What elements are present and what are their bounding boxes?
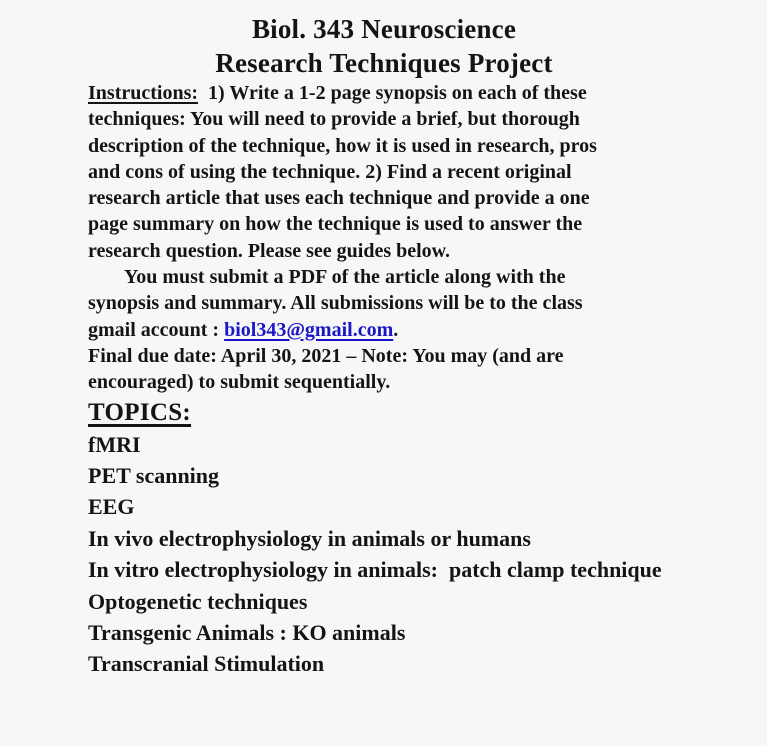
topic-item: Transgenic Animals : KO animals: [88, 620, 406, 645]
topic-item: Optogenetic techniques: [88, 588, 308, 614]
text-line: techniques: You will need to provide a brief, but thorough: [88, 108, 580, 131]
email-suffix: .: [393, 318, 399, 341]
instructions-paragraph: [88, 80, 680, 264]
email-link[interactable]: biol343@gmail.com: [224, 318, 394, 341]
title-line-2: Research Techniques Project: [215, 48, 553, 78]
topics-heading: [88, 396, 680, 429]
text-line: [88, 80, 680, 106]
text-line: synopsis and summary. All submissions will be to the class: [88, 292, 583, 315]
text-line: research question. Please see guides below.: [88, 239, 451, 262]
text-line: encouraged) to submit sequentially.: [88, 371, 391, 394]
topic-item: PET scanning: [88, 462, 220, 488]
email-prefix: gmail account :: [88, 318, 225, 341]
text-line: research article that uses each technique and provide a one: [88, 187, 590, 210]
text-line: Final due date: April 30, 2021 – Note: You may (and are: [88, 344, 564, 367]
topics-list: [88, 429, 680, 680]
text-line: page summary on how the technique is used to answer the: [88, 213, 583, 236]
text-line: description of the technique, how it is used in research, pros: [88, 134, 597, 157]
text-line: and cons of using the technique. 2) Find a recent original: [88, 160, 572, 183]
instructions-first-line: 1) Write a 1-2 page synopsis on each of these: [198, 82, 587, 104]
title-line-1: Biol. 343 Neuroscience: [251, 14, 517, 44]
submission-paragraph: [88, 264, 680, 343]
text-line: You must submit a PDF of the article along with the: [124, 266, 566, 289]
topic-item: Transcranial Stimulation: [88, 651, 325, 677]
topics-heading-text: TOPICS:: [88, 398, 192, 426]
topic-item: EEG: [88, 494, 135, 520]
topic-item: In vivo electrophysiology in animals or humans: [88, 525, 531, 551]
topic-item: In vitro electrophysiology in animals: patch clamp technique: [88, 557, 662, 583]
topic-item: fMRI: [88, 431, 141, 457]
document-content: [88, 12, 680, 680]
instructions-label: Instructions:: [88, 82, 199, 104]
due-date-paragraph: [88, 343, 680, 396]
document-title: [88, 12, 680, 80]
text-line: [88, 317, 680, 343]
